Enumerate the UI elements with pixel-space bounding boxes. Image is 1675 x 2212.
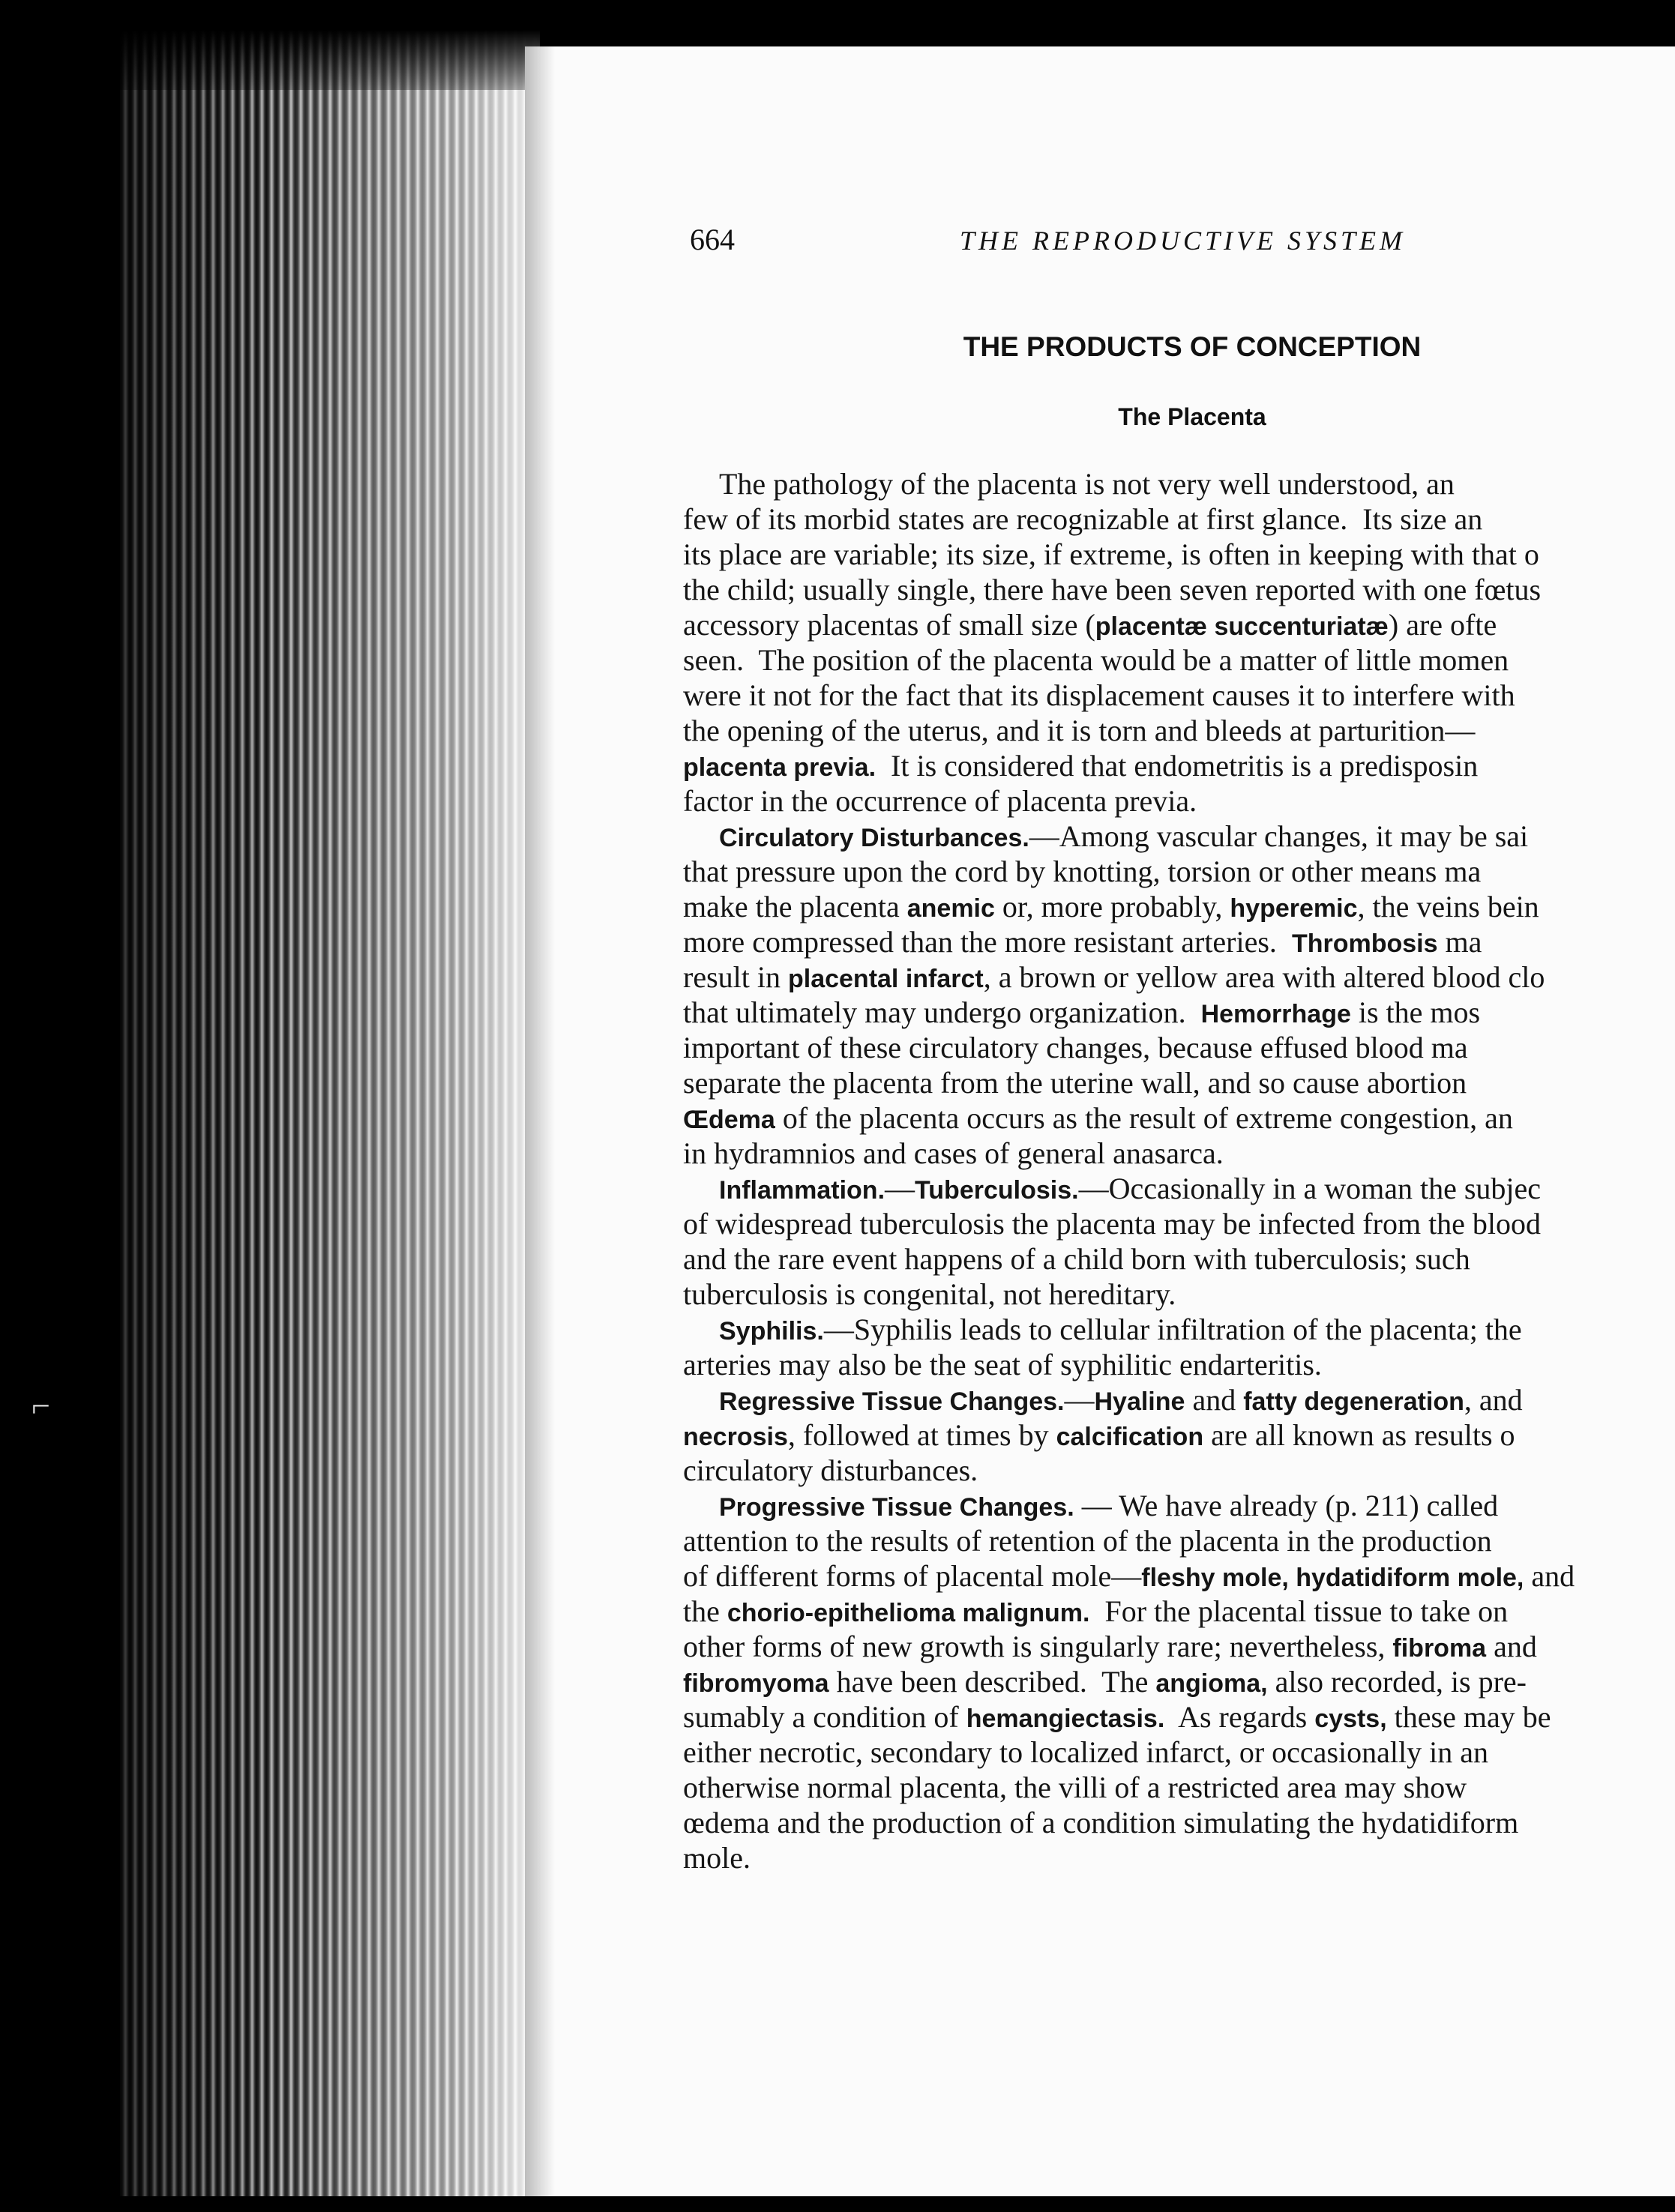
text-line bbox=[683, 1840, 1675, 1875]
text-run: circulatory disturbances. bbox=[683, 1453, 978, 1487]
bold-term: cysts, bbox=[1314, 1705, 1387, 1733]
text-line bbox=[683, 889, 1675, 924]
bold-term: Hyaline bbox=[1094, 1387, 1185, 1416]
bold-term: anemic bbox=[906, 894, 995, 923]
text-line bbox=[683, 642, 1675, 678]
text-run: other forms of new growth is singularly rare; nevertheless, bbox=[683, 1630, 1393, 1663]
text-line bbox=[683, 1805, 1675, 1840]
text-run: and bbox=[1524, 1559, 1575, 1593]
gutter-shadow bbox=[525, 46, 555, 2196]
text-line bbox=[683, 1523, 1675, 1558]
text-run: of the placenta occurs as the result of extreme congestion, an bbox=[775, 1101, 1513, 1135]
text-run: were it not for the fact that its displacement causes it to interfere with bbox=[683, 678, 1515, 712]
bold-term: Progressive Tissue Changes. bbox=[719, 1493, 1074, 1522]
text-line bbox=[683, 748, 1675, 783]
text-run: make the placenta bbox=[683, 890, 907, 923]
text-line bbox=[683, 1664, 1675, 1699]
text-run: attention to the results of retention of the placenta in the production bbox=[683, 1524, 1492, 1558]
text-run: arteries may also be the seat of syphilitic endarteritis. bbox=[683, 1348, 1322, 1381]
text-run: of different forms of placental mole— bbox=[683, 1559, 1142, 1593]
text-run: and bbox=[1185, 1383, 1244, 1417]
text-line bbox=[683, 607, 1675, 642]
text-line bbox=[683, 537, 1675, 572]
text-run: — bbox=[885, 1172, 915, 1205]
text-run: , followed at times by bbox=[787, 1418, 1056, 1452]
text-run: — We have already (p. 211) called bbox=[1074, 1489, 1499, 1522]
text-line bbox=[683, 1558, 1675, 1594]
bold-term: Œdema bbox=[683, 1106, 775, 1134]
text-line bbox=[683, 1347, 1675, 1382]
bold-term: Regressive Tissue Changes. bbox=[719, 1387, 1065, 1416]
text-line bbox=[683, 1136, 1675, 1171]
margin-mark: ⌐ bbox=[31, 1387, 50, 1424]
subsection-title: The Placenta bbox=[1118, 403, 1266, 430]
text-run: seen. The position of the placenta would be a matter of little momen bbox=[683, 643, 1509, 677]
text-run: ma bbox=[1437, 925, 1482, 959]
text-line bbox=[683, 1770, 1675, 1805]
bold-term: Circulatory Disturbances. bbox=[719, 824, 1029, 852]
text-run: more compressed than the more resistant arteries. bbox=[683, 925, 1292, 959]
bold-term: placenta previa. bbox=[683, 753, 876, 782]
text-line bbox=[683, 924, 1675, 959]
text-line bbox=[683, 995, 1675, 1030]
bold-term: Inflammation. bbox=[719, 1176, 885, 1205]
bold-term: placental infarct bbox=[787, 965, 984, 993]
bold-term: angioma, bbox=[1155, 1669, 1268, 1698]
text-line bbox=[683, 1453, 1675, 1488]
bold-term: fleshy mole, hydatidiform mole, bbox=[1141, 1564, 1524, 1592]
text-line bbox=[683, 1241, 1675, 1277]
text-line bbox=[683, 1382, 1675, 1417]
text-run: As regards bbox=[1164, 1700, 1315, 1734]
text-line bbox=[683, 819, 1675, 854]
bold-term: fatty degeneration bbox=[1243, 1387, 1464, 1416]
text-run: important of these circulatory changes, because effused blood ma bbox=[683, 1031, 1468, 1064]
text-line bbox=[683, 1277, 1675, 1312]
bold-term: Hemorrhage bbox=[1200, 1000, 1351, 1028]
text-run: otherwise normal placenta, the villi of a restricted area may show bbox=[683, 1770, 1467, 1804]
text-line bbox=[683, 783, 1675, 819]
text-line bbox=[683, 501, 1675, 537]
text-run: either necrotic, secondary to localized infarct, or occasionally in an bbox=[683, 1735, 1488, 1769]
text-line bbox=[683, 1417, 1675, 1453]
bold-term: Thrombosis bbox=[1291, 929, 1438, 958]
text-run: sumably a condition of bbox=[683, 1700, 966, 1734]
text-run: For the placental tissue to take on bbox=[1089, 1594, 1509, 1628]
text-run: that pressure upon the cord by knotting, torsion or other means ma bbox=[683, 855, 1482, 888]
text-line bbox=[683, 678, 1675, 713]
text-run: —Among vascular changes, it may be sai bbox=[1029, 819, 1529, 853]
text-run: —Occasionally in a woman the subjec bbox=[1078, 1172, 1542, 1205]
text-run: œdema and the production of a condition simulating the hydatidiform bbox=[683, 1806, 1519, 1839]
text-run: factor in the occurrence of placenta previa. bbox=[683, 784, 1197, 818]
bold-term: Tuberculosis. bbox=[915, 1176, 1079, 1205]
text-run: It is considered that endometritis is a predisposin bbox=[876, 749, 1479, 783]
text-run: —Syphilis leads to cellular infiltration of the placenta; the bbox=[823, 1313, 1522, 1346]
text-line bbox=[683, 1100, 1675, 1136]
text-run: separate the placenta from the uterine wall, and so cause abortion bbox=[683, 1066, 1467, 1100]
bold-term: fibromyoma bbox=[683, 1669, 829, 1698]
text-line bbox=[683, 1312, 1675, 1347]
text-run: of widespread tuberculosis the placenta may be infected from the blood bbox=[683, 1207, 1542, 1241]
book-page-edges-shading bbox=[120, 30, 540, 2196]
text-run: The pathology of the placenta is not very well understood, an bbox=[719, 467, 1455, 501]
text-run: in hydramnios and cases of general anasarca. bbox=[683, 1136, 1224, 1170]
bold-term: calcification bbox=[1056, 1423, 1204, 1451]
text-run: tuberculosis is congenital, not hereditary. bbox=[683, 1277, 1176, 1311]
text-run: result in bbox=[683, 960, 788, 994]
text-line bbox=[683, 1171, 1675, 1206]
book-top-shadow bbox=[120, 30, 540, 90]
text-run: — bbox=[1064, 1383, 1095, 1417]
text-run: the child; usually single, there have been seven reported with one fœtus bbox=[683, 573, 1542, 606]
text-run: these may be bbox=[1386, 1700, 1551, 1734]
text-run: , and bbox=[1464, 1383, 1523, 1417]
body-text bbox=[683, 466, 1675, 1875]
text-run: have been described. The bbox=[829, 1665, 1156, 1699]
text-run: also recorded, is pre- bbox=[1267, 1665, 1527, 1699]
bold-term: fibroma bbox=[1392, 1634, 1487, 1663]
text-run: are all known as results o bbox=[1203, 1418, 1515, 1452]
bold-term: hemangiectasis. bbox=[966, 1705, 1165, 1733]
text-run: accessory placentas of small size ( bbox=[683, 608, 1095, 642]
bold-term: hyperemic bbox=[1230, 894, 1358, 923]
text-run: and bbox=[1486, 1630, 1537, 1663]
text-run: , the veins bein bbox=[1357, 890, 1539, 923]
text-line bbox=[683, 1065, 1675, 1100]
text-run: its place are variable; its size, if extreme, is often in keeping with that o bbox=[683, 537, 1539, 571]
text-run: , a brown or yellow area with altered blood clo bbox=[983, 960, 1545, 994]
bold-term: chorio-epithelioma malignum. bbox=[727, 1599, 1090, 1627]
text-run: the bbox=[683, 1594, 727, 1628]
bold-term: placentæ succenturiatæ bbox=[1095, 612, 1389, 641]
text-line bbox=[683, 1030, 1675, 1065]
bold-term: necrosis bbox=[683, 1423, 788, 1451]
running-head: THE REPRODUCTIVE SYSTEM bbox=[960, 226, 1406, 256]
bold-term: Syphilis. bbox=[719, 1317, 824, 1345]
text-line bbox=[683, 1735, 1675, 1770]
text-run: the opening of the uterus, and it is torn and bleeds at parturition— bbox=[683, 714, 1476, 747]
text-run: ) are ofte bbox=[1388, 608, 1497, 642]
text-line bbox=[683, 572, 1675, 607]
text-run: and the rare event happens of a child born with tuberculosis; such bbox=[683, 1242, 1470, 1276]
text-line bbox=[683, 713, 1675, 748]
section-title: THE PRODUCTS OF CONCEPTION bbox=[963, 331, 1422, 362]
text-run: is the mos bbox=[1350, 995, 1481, 1029]
text-line bbox=[683, 1488, 1675, 1523]
text-line bbox=[683, 1629, 1675, 1664]
text-line bbox=[683, 959, 1675, 995]
text-line bbox=[683, 1699, 1675, 1735]
text-run: or, more probably, bbox=[994, 890, 1230, 923]
text-line bbox=[683, 1594, 1675, 1629]
text-run: mole. bbox=[683, 1841, 751, 1875]
text-line bbox=[683, 1206, 1675, 1241]
text-line bbox=[683, 466, 1675, 501]
text-run: few of its morbid states are recognizable at first glance. Its size an bbox=[683, 502, 1483, 536]
text-run: that ultimately may undergo organization. bbox=[683, 995, 1201, 1029]
page-number: 664 bbox=[690, 223, 735, 256]
text-line bbox=[683, 854, 1675, 889]
